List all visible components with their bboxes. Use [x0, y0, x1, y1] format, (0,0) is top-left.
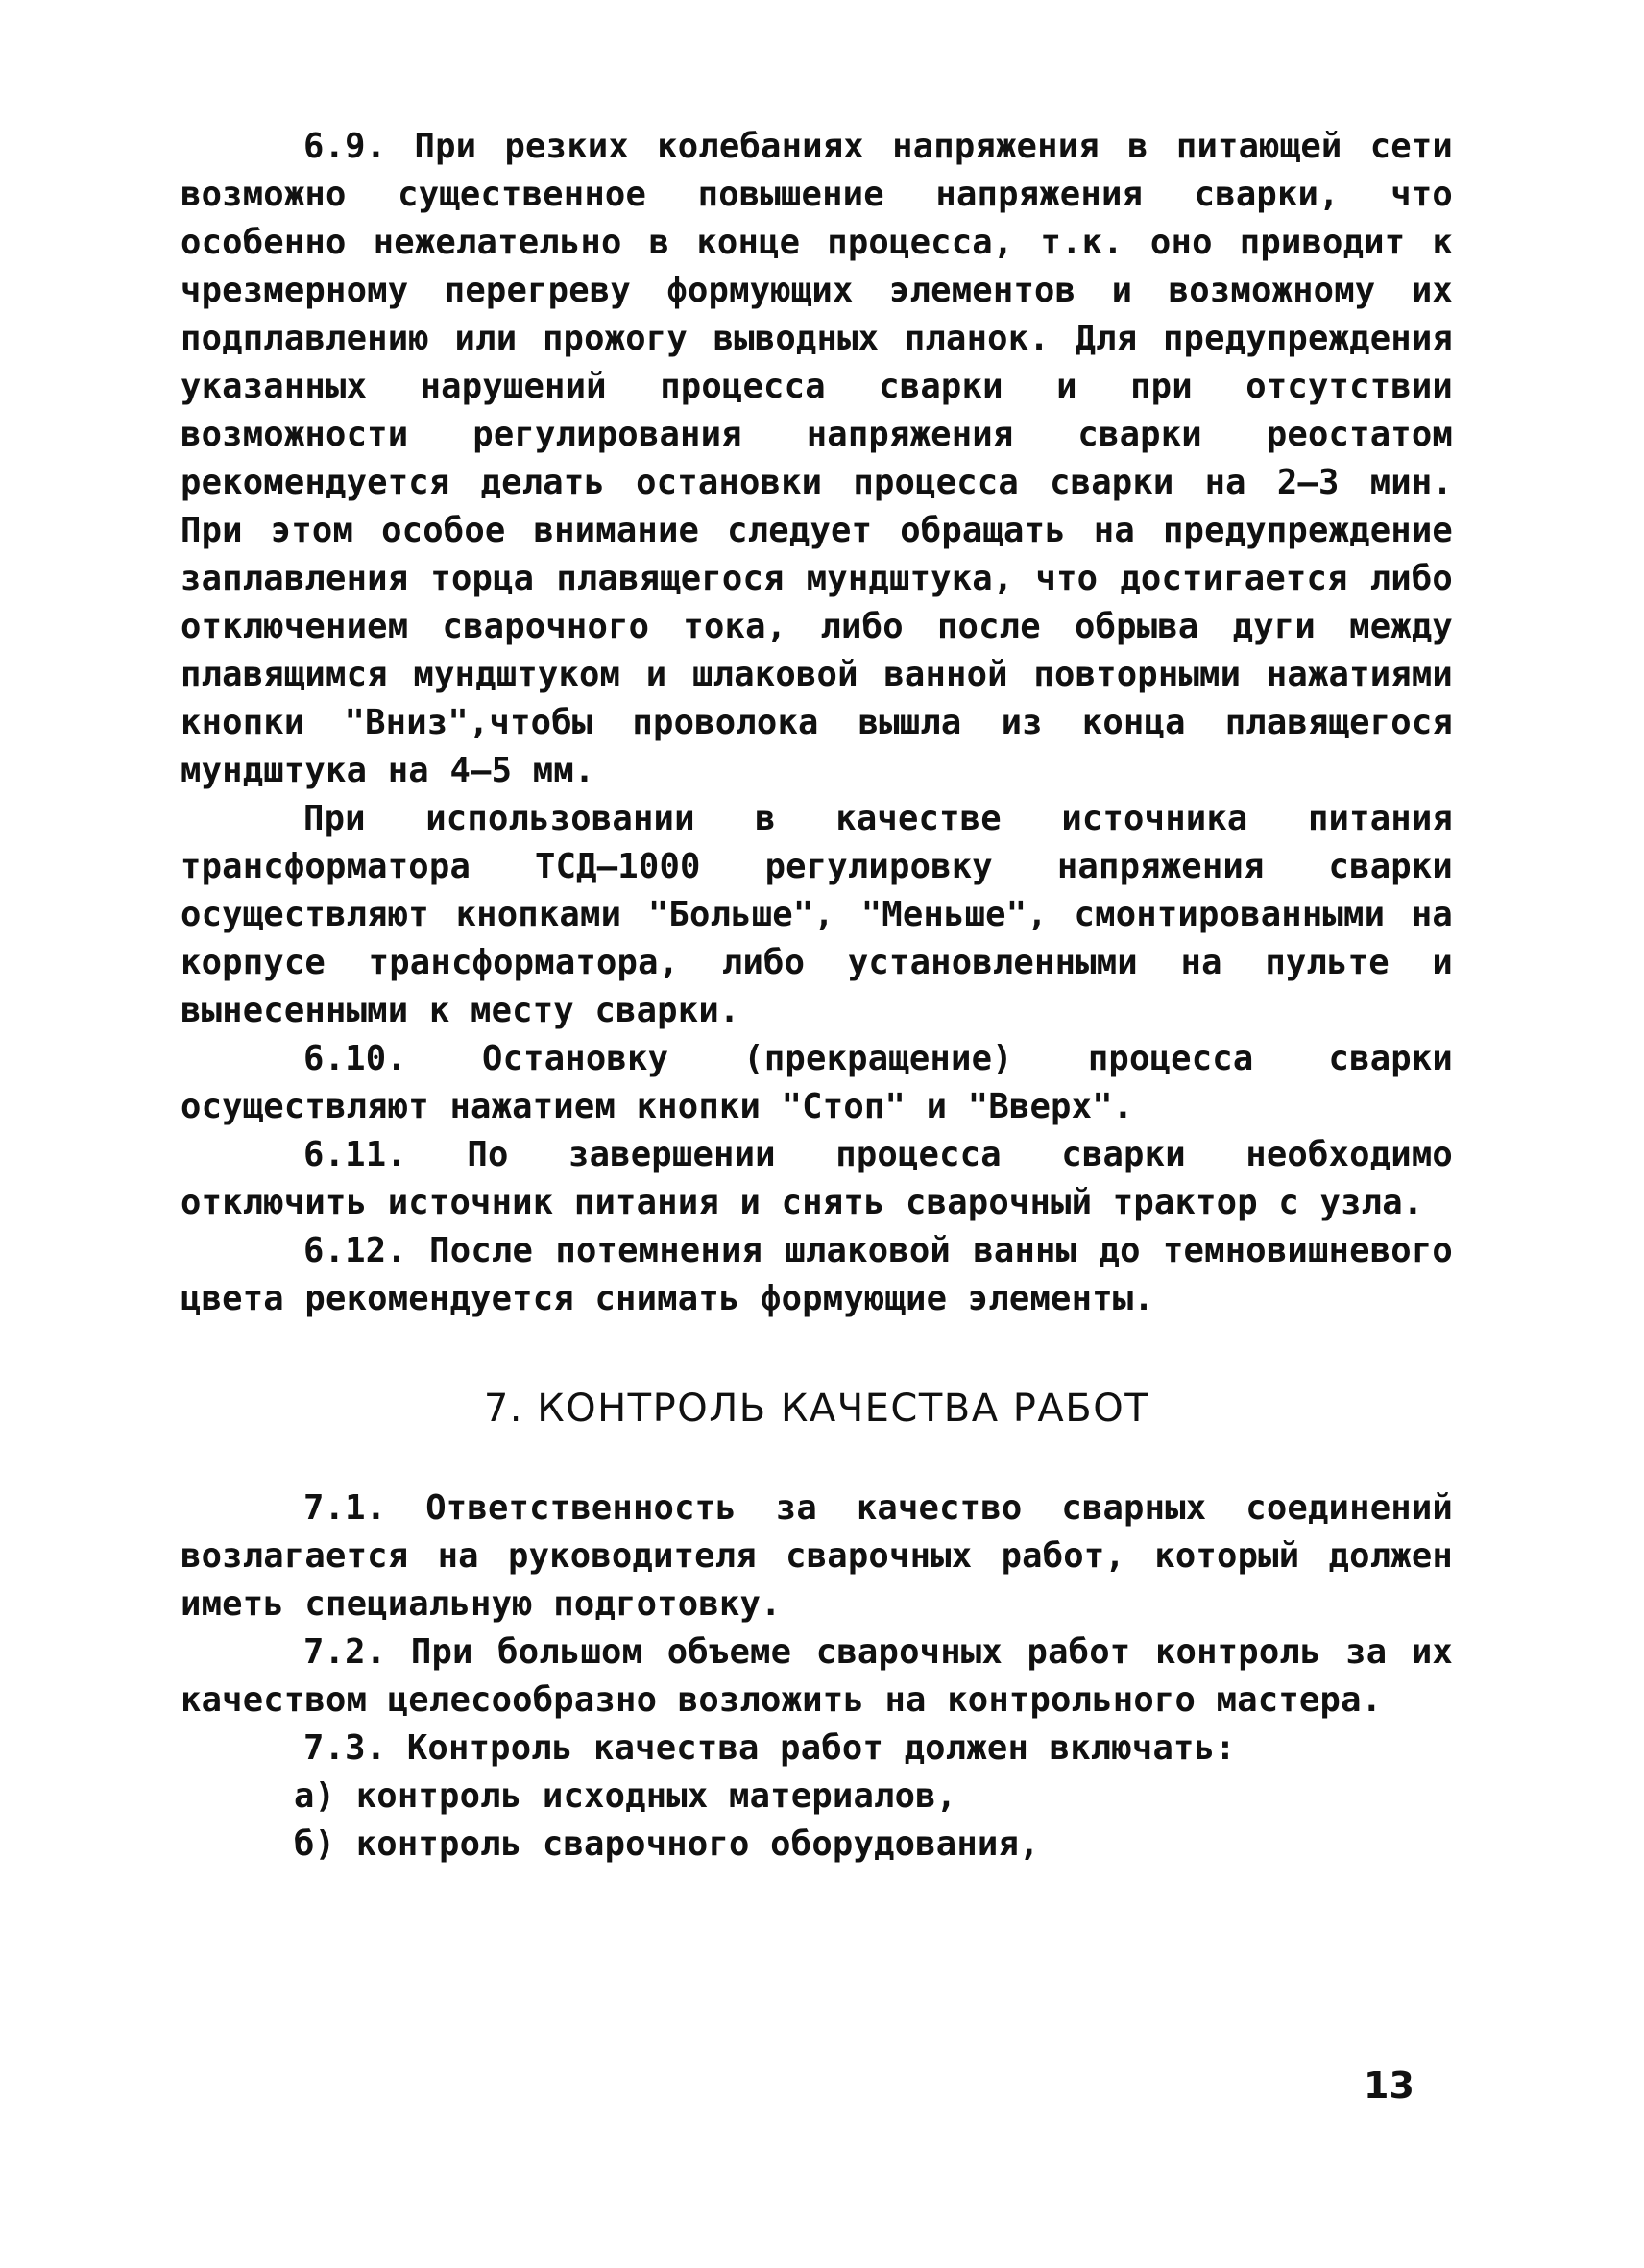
section-heading: 7. КОНТРОЛЬ КАЧЕСТВА РАБОТ — [483, 1387, 1150, 1431]
paragraph-6-9-text: 6.9. При резких колебаниях напряжения в питающей сети возможно существенное повышение напряжения сварки, что особенно нежелательно в конце процесса, т.к. оно приводит к чрезмерному перегреву формующих элементов и возможному их подплавлению или прожогу выводных планок. Для предупреждения указанных нарушений процесса сварки и при отсутствии возможности регулирования напряжения сварки реостатом рекомендуется делать остановки процесса сварки на 2–3 мин. При этом особое внимание следует обращать на предупреждение заплавления торца плавящегося мундштука, что достигается либо отключением сварочного тока, либо после обрыва дуги между плавящимся мундштуком и шлаковой ванной повторными нажатиями кнопки "Вниз",чтобы проволока вышла из конца плавящегося мундштука на 4–5 мм. — [181, 127, 1453, 790]
paragraph-7-2 — [181, 1629, 1453, 1725]
paragraph-tsd-1000-text: При использовании в качестве источника питания трансформатора ТСД–1000 регулировку напряжения сварки осуществляют кнопками "Больше", "Меньше", смонтированными на корпусе трансформатора, либо установленными на пульте и вынесенными к месту сварки. — [181, 799, 1453, 1030]
paragraph-6-11 — [181, 1131, 1453, 1227]
paragraph-6-10 — [181, 1035, 1453, 1131]
paragraph-6-12 — [181, 1227, 1453, 1323]
paragraph-6-9 — [181, 123, 1453, 795]
paragraph-6-11-text: 6.11. По завершении процесса сварки необходимо отключить источник питания и снять сварочный трактор с узла. — [181, 1135, 1453, 1222]
list-item-b: б) контроль сварочного оборудования, — [294, 1824, 1040, 1864]
paragraph-6-12-text: 6.12. После потемнения шлаковой ванны до темновишневого цвета рекомендуется снимать формующие элементы. — [181, 1231, 1453, 1318]
page-number: 13 — [1364, 2064, 1414, 2107]
paragraph-7-1-text: 7.1. Ответственность за качество сварных соединений возлагается на руководителя сварочных работ, который должен иметь специальную подготовку. — [181, 1488, 1453, 1624]
paragraph-7-2-text: 7.2. При большом объеме сварочных работ контроль за их качеством целесообразно возложить на контрольного мастера. — [181, 1632, 1453, 1720]
paragraph-7-1 — [181, 1484, 1453, 1629]
paragraph-7-3-text: 7.3. Контроль качества работ должен включать: — [303, 1728, 1236, 1768]
list-item-a: а) контроль исходных материалов, — [294, 1776, 957, 1816]
paragraph-6-10-text: 6.10. Остановку (прекращение) процесса сварки осуществляют нажатием кнопки "Стоп" и "Вверх". — [181, 1039, 1453, 1126]
paragraph-tsd-1000 — [181, 795, 1453, 1035]
paragraph-7-3 — [181, 1725, 1453, 1773]
text-column — [181, 123, 1453, 1869]
